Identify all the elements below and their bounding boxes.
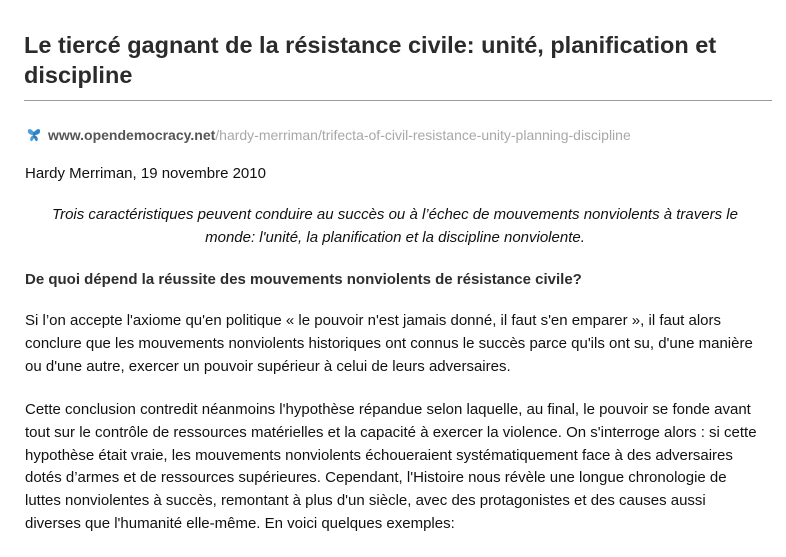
body-paragraph: Cette conclusion contredit néanmoins l'hypothèse répandue selon laquelle, au final, le pouvoir se fonde avant tout sur le contrôle de ressources matérielles et la capacité à exercer la violence. On s'interroge alors : si cette hypothèse était vraie, les mouvements nonviolents échoueraient systématiquement face à des adversaires dotés d’armes et de ressources supérieures. Cependant, l'Histoire nous révèle une longue chronologie de luttes nonviolentes à succès, remontant à plus d'un siècle, avec des protagonistes et des causes aussi diverses que l'humanité elle-même. En voici quelques exemples: bbox=[25, 401, 757, 532]
source-link[interactable] bbox=[26, 125, 631, 145]
article-title: Le tiercé gagnant de la résistance civile: unité, planification et discipline bbox=[24, 32, 717, 88]
butterfly-logo-icon bbox=[26, 127, 42, 143]
section-heading: De quoi dépend la réussite des mouvements nonviolents de résistance civile? bbox=[25, 271, 582, 288]
source-domain: www.opendemocracy.net bbox=[48, 127, 216, 143]
body-paragraph: Si l’on accepte l'axiome qu'en politique « le pouvoir n'est jamais donné, il faut s'en emparer », il faut alors conclure que les mouvements nonviolents historiques ont connus le succès parce qu'ils ont su, d'une manière ou d'une autre, exercer un pouvoir supérieur à celui de leurs adversaires. bbox=[25, 312, 753, 375]
source-path: /hardy-merriman/trifecta-of-civil-resistance-unity-planning-discipline bbox=[215, 127, 631, 143]
article-lede: Trois caractéristiques peuvent conduire au succès ou à l’échec de mouvements nonviolents à travers le monde: l'unité, la planification et la discipline nonviolente. bbox=[52, 206, 738, 246]
byline: Hardy Merriman, 19 novembre 2010 bbox=[25, 165, 266, 182]
title-divider bbox=[24, 100, 772, 101]
